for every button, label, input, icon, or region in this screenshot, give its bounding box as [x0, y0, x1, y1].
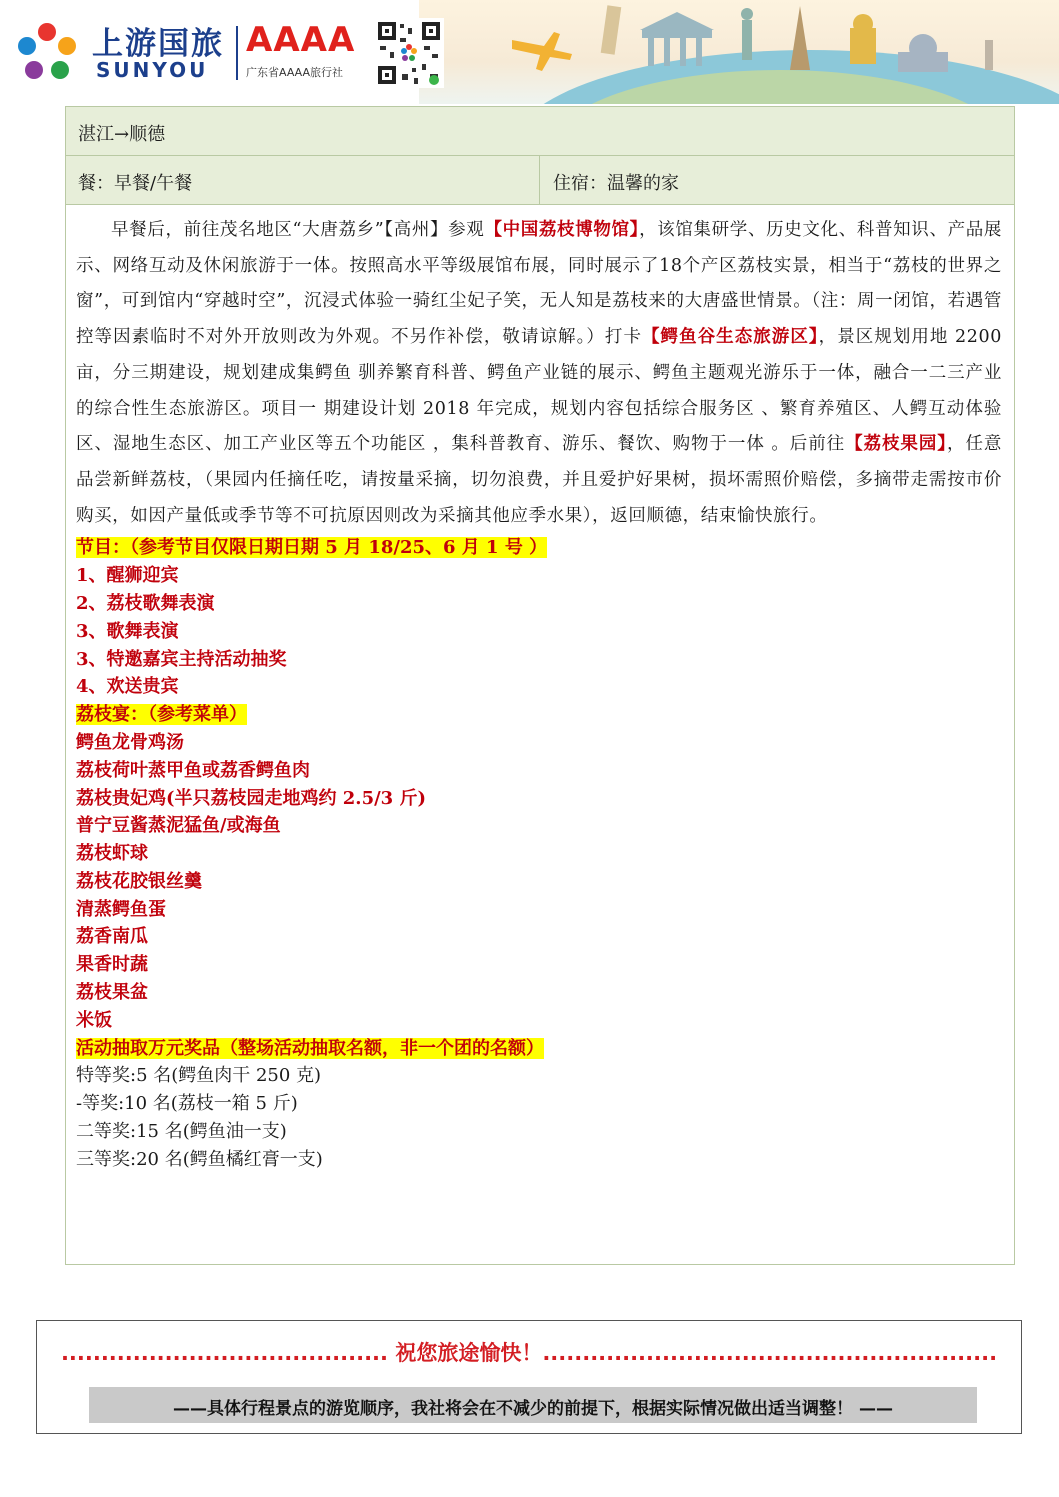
route-row: [66, 107, 1014, 156]
adjustment-note: ——具体行程景点的游览顺序，我社将会在不减少的前提下，根据实际情况做出适当调整！ ——: [173, 1399, 893, 1419]
itinerary-content: [76, 213, 1002, 1174]
itinerary-table: [65, 106, 1015, 1265]
program-item: 3、特邀嘉宾主持活动抽奖: [76, 648, 287, 670]
program-item: 4、欢送贵宾: [76, 676, 179, 698]
program-item: 3、歌舞表演: [76, 620, 179, 642]
menu-item: 荔枝贵妃鸡(半只荔枝园走地鸡约 2.5/3 斤): [76, 787, 426, 809]
menu-item: 果香时蔬: [76, 954, 148, 976]
prize-item: 二等奖:15 名(鳄鱼油一支): [76, 1121, 287, 1143]
cell-divider: [539, 156, 540, 204]
rating-badge: AAAA: [246, 20, 356, 60]
rating-subtitle: 广东省AAAA旅行社: [246, 66, 344, 79]
program-list: [76, 562, 1002, 701]
prize-item: 特等奖:5 名(鳄鱼肉干 250 克): [76, 1065, 322, 1087]
description-text: ，该馆集研学、历史文化、科普知识、产品展示、网络互动及休闲旅游于一体。按照高水平等级展馆布展，同时展示了18个产区荔枝实景，相当于“荔枝的世界之窗”，可到馆内“穿越时空”，沉浸式体验一骑红尘妃子笑，无人知是荔枝来的大唐盛世情景。（注：周一闭馆，若遇管控等因素临时不对外开放则改为外观。不另作补偿，敬请谅解。）打卡: [76, 220, 1003, 348]
description-text: 早餐后，前往茂名地区“大唐荔乡”【高州】参观: [111, 220, 485, 240]
menu-item: 荔枝花胶银丝羹: [76, 870, 202, 892]
lottery-title: 活动抽取万元奖品（整场活动抽取名额，非一个团的名额）: [76, 1037, 544, 1059]
adjustment-note-bar: [89, 1387, 977, 1423]
banquet-heading: [76, 701, 1002, 729]
attraction-highlight: 【荔枝果园】: [845, 434, 947, 455]
menu-item: 荔枝果盆: [76, 982, 148, 1004]
lottery-heading: [76, 1035, 1002, 1063]
description-text: ，任意品尝新鲜荔枝，（果园内任摘任吃，请按量采摘，切勿浪费，并且爱护好果树，损坏需照价赔偿，多摘带走需按市价购买，如因产量低或季节等不可抗原因则改为采摘其他应季水果），返回顺德，结束愉快旅行。: [76, 434, 1002, 526]
day-description: [76, 213, 1002, 534]
page-header: [0, 0, 1059, 104]
brand-name-cn: 上游国旅: [92, 26, 224, 62]
menu-item: 米饭: [76, 1009, 112, 1031]
menu-item: 鳄鱼龙骨鸡汤: [76, 731, 184, 753]
farewell-message: ......................................... 祝您旅途愉快！.........................................................: [60, 1341, 998, 1365]
menu-item: 清蒸鳄鱼蛋: [76, 898, 166, 920]
travel-landmarks-illustration: [480, 0, 1059, 104]
program-item: 2、荔枝歌舞表演: [76, 592, 215, 614]
meals-info: 餐：早餐/午餐: [78, 173, 193, 194]
brand-name-en: SUNYOU: [96, 58, 209, 82]
program-title: 节目：（参考节目仅限日期日期 5 月 18/25、6 月 1 号 ）: [76, 537, 548, 559]
menu-item: 荔香南瓜: [76, 926, 148, 948]
program-item: 1、醒狮迎宾: [76, 565, 179, 587]
sunyou-logo-icon: [14, 20, 80, 86]
menu-item: 普宁豆酱蒸泥猛鱼/或海鱼: [76, 815, 281, 837]
menu-item: 荔枝荷叶蒸甲鱼或荔香鳄鱼肉: [76, 759, 310, 781]
lottery-prizes: [76, 1062, 1002, 1173]
qr-code-icon: [374, 18, 444, 88]
banquet-title: 荔枝宴：（参考菜单）: [76, 704, 247, 726]
program-heading: [76, 534, 1002, 562]
prize-item: 三等奖:20 名(鳄鱼橘红膏一支): [76, 1148, 323, 1170]
prize-item: -等奖:10 名(荔枝一箱 5 斤): [76, 1093, 298, 1115]
brand-divider: [236, 26, 238, 80]
route-title: 湛江→顺德: [78, 124, 166, 145]
meal-stay-row: [66, 156, 1014, 205]
attraction-highlight: 【中国荔枝博物馆】: [484, 220, 640, 240]
description-text: ，景区规划用地 2200 亩，分三期建设，规划建成集鳄鱼 驯养繁育科普、鳄鱼产业链的展示、鳄鱼主题观光游乐于一体，融合一二三产业的综合性生态旅游区。项目一 期建设计划 2018 年完成，规划内容包括综合服务区 、繁育养殖区、人鳄互动体验区、湿地生态区、加工产业区等五个功能区 ，集科普教育、游乐、餐饮、购物于一体 。后前往: [76, 327, 1002, 455]
banquet-menu: [76, 729, 1002, 1035]
footer-box: [36, 1320, 1022, 1434]
menu-item: 荔枝虾球: [76, 843, 148, 865]
attraction-highlight: 【鳄鱼谷生态旅游区】: [642, 327, 819, 348]
accommodation-info: 住宿：温馨的家: [553, 173, 679, 194]
